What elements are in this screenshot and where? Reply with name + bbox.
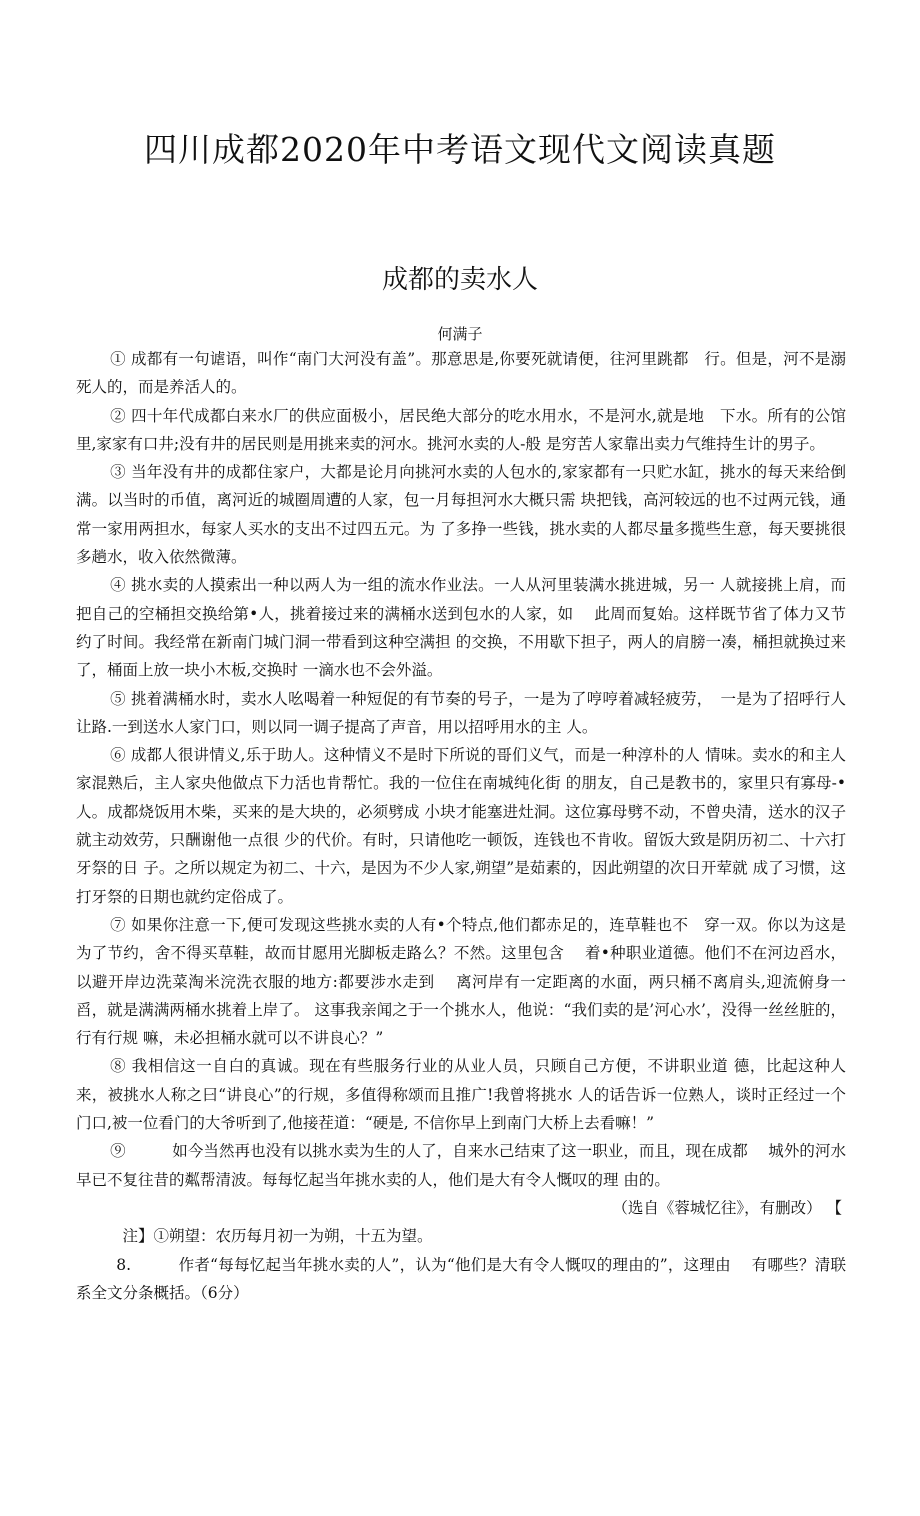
- paragraph-7: ⑦ 如果你注意一下,便可发现这些挑水卖的人有•个特点,他们都赤足的，连草鞋也不 穿一双。你以为这是为了节约，舍不得买草鞋，故而甘愿用光脚板走路么？不然。这里包含 着•种职业道德。他们不在河边舀水，以避开岸边洗菜淘米浣洗衣服的地方:都要涉水走到 离河岸有一定距离的水面，两只桶不离肩头,迎流俯身一舀，就是满满两桶水挑着上岸了。 这事我亲闻之于一个挑水人，他说：“我们卖的是’河心水’，没得一丝丝脏的，行有行规 嘛，未必担桶水就可以不讲良心？”: [76, 915, 846, 1048]
- author-name: 何满子: [437, 325, 483, 343]
- question-8: 8. 作者“每每忆起当年挑水卖的人”，认为“他们是大有令人慨叹的理由的”，这理由 有哪些？清联系全文分条概括。（6分）: [76, 1255, 846, 1302]
- article-body: [76, 345, 846, 1307]
- paragraph-6: ⑥ 成都人很讲情义,乐于助人。这种情义不是时下所说的哥们义气，而是一种淳朴的人 情味。卖水的和主人家混熟后，主人家央他做点下力活也肯帮忙。我的一位住在南城纯化街 的朋友，自己是教书的，家里只有寡母-•人。成都烧饭用木柴，买来的是大块的，必须劈成 小块才能塞进灶洞。这位寡母劈不动，不曾央清，送水的汉子就主动效劳，只酬谢他一点很 少的代价。有时，只请他吃一顿饭，连钱也不肯收。留饭大致是阴历初二、十六打牙祭的日 子。之所以规定为初二、十六，是因为不少人家,朔望”是茹素的，因此朔望的次日开荤就 成了习惯，这打牙祭的日期也就约定俗成了。: [76, 746, 846, 906]
- footnote: 注】①朔望：农历每月初一为朔，十五为望。: [122, 1227, 433, 1246]
- source-citation: （选自《蓉城忆往》，有删改） 【: [612, 1198, 842, 1217]
- paragraph-2: ② 四十年代成都白来水厂的供应面极小，居民绝大部分的吃水用水，不是河水,就是地 下水。所有的公馆里,家家有口井;没有井的居民则是用挑来卖的河水。挑河水卖的人-般 是穷苦人家靠出卖力气维持生计的男子。: [76, 406, 846, 453]
- paragraph-4: ④ 挑水卖的人摸索出一种以两人为一组的流水作业法。一人从河里装满水挑进城，另一 人就接挑上肩，而把自己的空桶担交换给第•人，挑着接过来的满桶水送到包水的人家，如 此周而复始。这样既节省了体力又节约了时间。我经常在新南门城门洞一带看到这种空满担 的交换，不用歇下担子，两人的肩膀一凑，桶担就换过来了，桶面上放一块小木板,交换时 一滴水也不会外溢。: [76, 576, 846, 680]
- page-title: 四川成都2020年中考语文现代文阅读真题: [144, 130, 776, 169]
- paragraph-8: ⑧ 我相信这一自白的真诚。现在有些服务行业的从业人员，只顾自己方便，不讲职业道 德，比起这种人来，被挑水人称之曰“讲良心”的行规，多值得称颂而且推广!我曾将挑水 人的话告诉一位熟人，谈时正经过一个门口,被一位看门的大爷听到了,他接茬道：“硬是, 不信你早上到南门大桥上去看嘛！”: [76, 1057, 846, 1133]
- paragraph-5: ⑤ 挑着满桶水时，卖水人吆喝着一种短促的有节奏的号子，一是为了哼哼着减轻疲劳， 一是为了招呼行人让路.一到送水人家门口，则以同一调子提高了声音，用以招呼用水的主 人。: [76, 689, 846, 736]
- article-title: 成都的卖水人: [381, 265, 538, 295]
- paragraph-3: ③ 当年没有井的成都住家户，大都是论月向挑河水卖的人包水的,家家都有一只贮水缸，挑水的每天来给倒满。以当时的币值，离河近的城圈周遭的人家，包一月每担河水大概只需 块把钱，高河较远的也不过两元钱，通常一家用两担水，每家人买水的支出不过四五元。为 了多挣一些钱，挑水卖的人都尽量多揽些生意，每天要挑很多趟水，收入依然微薄。: [76, 463, 846, 567]
- paragraph-9: ⑨ 如今当然再也没有以挑水卖为生的人了，自来水己结束了这一职业，而且，现在成都 城外的河水早已不复往昔的粼帮清波。每每忆起当年挑水卖的人，他们是大有令人慨叹的理 由的。: [76, 1142, 846, 1189]
- paragraph-1: ① 成都有一句谑语，叫作“南门大河没有盖”。那意思是,你要死就请便，往河里跳都 行。但是，河不是溺死人的，而是养活人的。: [76, 350, 846, 397]
